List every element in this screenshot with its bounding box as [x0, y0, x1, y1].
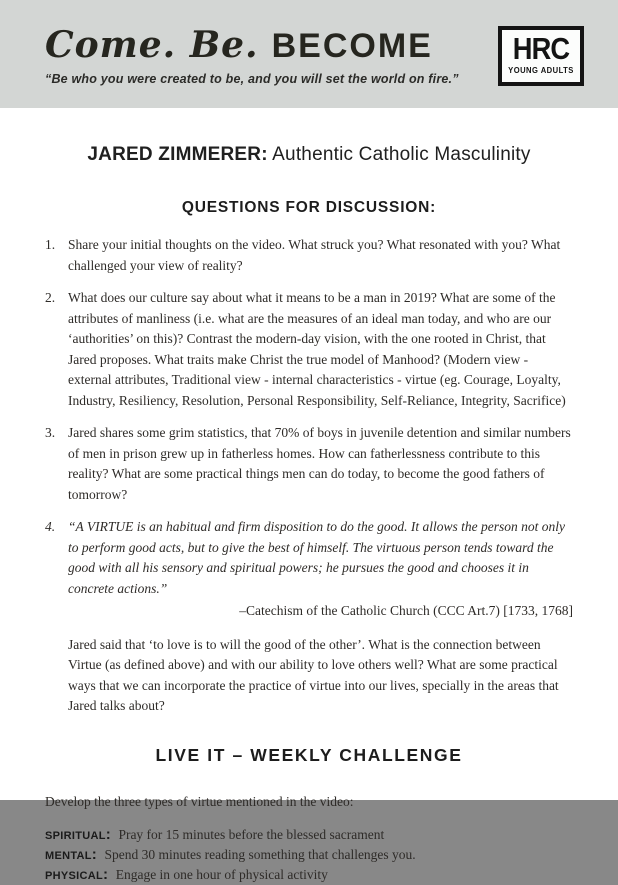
talk-topic: Authentic Catholic Masculinity [267, 144, 531, 165]
hrc-subtitle: YOUNG ADULTS [508, 66, 574, 75]
question-item-2 [45, 288, 573, 411]
challenge-list [45, 825, 573, 885]
question-item-1 [45, 235, 573, 276]
question-number: 2. [45, 290, 56, 305]
header-banner [0, 0, 618, 108]
challenge-intro: Develop the three types of virtue mentioned in the video: [45, 793, 354, 809]
challenge-label: physical: [45, 866, 109, 883]
page-title [45, 144, 573, 166]
question-number: 1. [45, 237, 56, 252]
challenge-label: mental: [45, 846, 98, 863]
question-item-3 [45, 423, 573, 505]
brand-script-text: Come. Be. [45, 24, 259, 66]
challenge-item-mental [45, 845, 573, 865]
quote-attribution: –Catechism of the Catholic Church (CCC Art.7) [1733, 1768] [239, 603, 573, 618]
challenge-text: Engage in one hour of physical activity [112, 867, 328, 882]
question-item-4 [45, 517, 573, 717]
challenge-text: Pray for 15 minutes before the blessed sacrament [115, 827, 385, 842]
question-number: 3. [45, 425, 56, 440]
question-followup: Jared said that ‘to love is to will the good of the other’. What is the connection between Virtue (as defined above) and with our ability to love others well? What are some practical ways that we can incorporate the practice of virtue into our lives, specially in the areas that Jared talks about? [68, 636, 559, 713]
brand-block [45, 26, 459, 86]
challenge-item-spiritual [45, 825, 573, 845]
question-number: 4. [45, 519, 56, 534]
challenge-label: spiritual: [45, 826, 112, 843]
question-list [45, 235, 573, 717]
challenge-heading: LIVE IT – WEEKLY CHALLENGE [155, 744, 463, 765]
discussion-heading: QUESTIONS FOR DISCUSSION: [181, 199, 437, 216]
question-text [68, 517, 573, 717]
brand-logo [45, 26, 459, 65]
brand-tagline: “Be who you were created to be, and you will set the world on fire.” [45, 72, 459, 86]
question-text: Jared shares some grim statistics, that 70% of boys in juvenile detention and similar numbers of men in prison grew up in fatherless homes. How can fatherlessness contribute to this reality? What are some practical things men can do today, to become the good fathers of tomorrow? [68, 425, 571, 502]
document-body [0, 144, 618, 885]
challenge-text: Spend 30 minutes reading something that challenges you. [101, 847, 416, 862]
question-text: What does our culture say about what it means to be a man in 2019? What are some of the attributes of manliness (i.e. what are the measures of an ideal man today, and who are our ‘authorities’ on this)? Contrast the modern-day vision, with the one rooted in Christ, that Jared proposes. What traits make Christ the true model of Manhood? (Modern view - external attributes, Traditional view - internal characteristics - virtue (eg. Courage, Loyalty, Industry, Resiliency, Resolution, Personal Responsibility, Self-Reliance, Integrity, Sacrifice) [68, 290, 566, 408]
hrc-acronym: HRC [512, 31, 570, 66]
hrc-young-adults-logo [498, 26, 584, 86]
question-text: Share your initial thoughts on the video. What struck you? What resonated with you? What challenged your view of reality? [68, 237, 561, 273]
challenge-item-physical [45, 865, 573, 885]
brand-become-text: BECOME [271, 27, 433, 65]
catechism-quote: “A VIRTUE is an habitual and firm disposition to do the good. It allows the person not only to perform good acts, but to give the best of himself. The virtuous person tends toward the good with all his sensory and spiritual powers; he pursues the good and chooses it in concrete actions.” [68, 519, 566, 596]
speaker-name: JARED ZIMMERER: [87, 144, 268, 165]
